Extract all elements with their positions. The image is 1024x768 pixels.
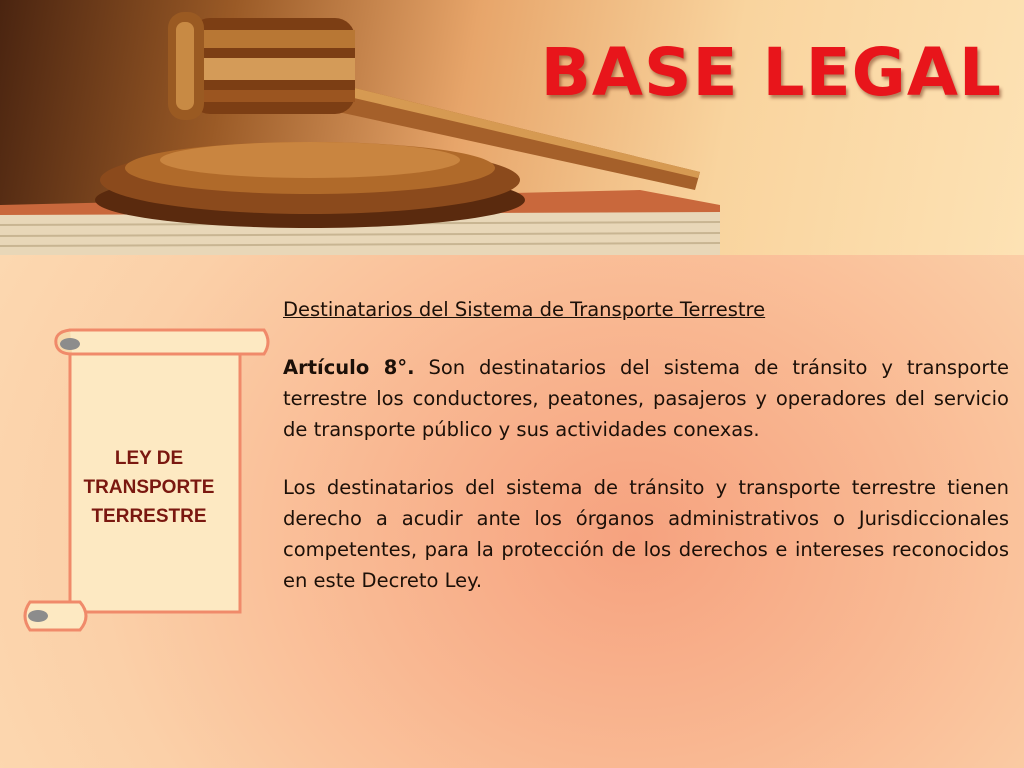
gavel-header-image [0,0,1024,255]
article-reference: Artículo 8°. [283,356,415,379]
slide-content [283,294,1009,596]
scroll-label: LEY DE TRANSPORTE TERRESTRE [83,448,215,527]
scroll-icon [20,322,276,638]
article-text: Son destinatarios del sistema de tránsito y transporte terrestre los conductores, peatones, pasajeros y operadores del servicio de transporte público y sus actividades conexas. [283,356,1009,441]
rights-paragraph: Los destinatarios del sistema de tránsito y transporte terrestre tienen derecho a acudir ante los órganos administrativos o Jurisdiccionales competentes, para la protección de los derechos e intereses reconocidos en este Decreto Ley. [283,476,1009,592]
slide-title: BASE LEGAL [540,34,1002,111]
article-paragraph [283,352,1009,445]
section-heading: Destinatarios del Sistema de Transporte Terrestre [283,298,766,321]
